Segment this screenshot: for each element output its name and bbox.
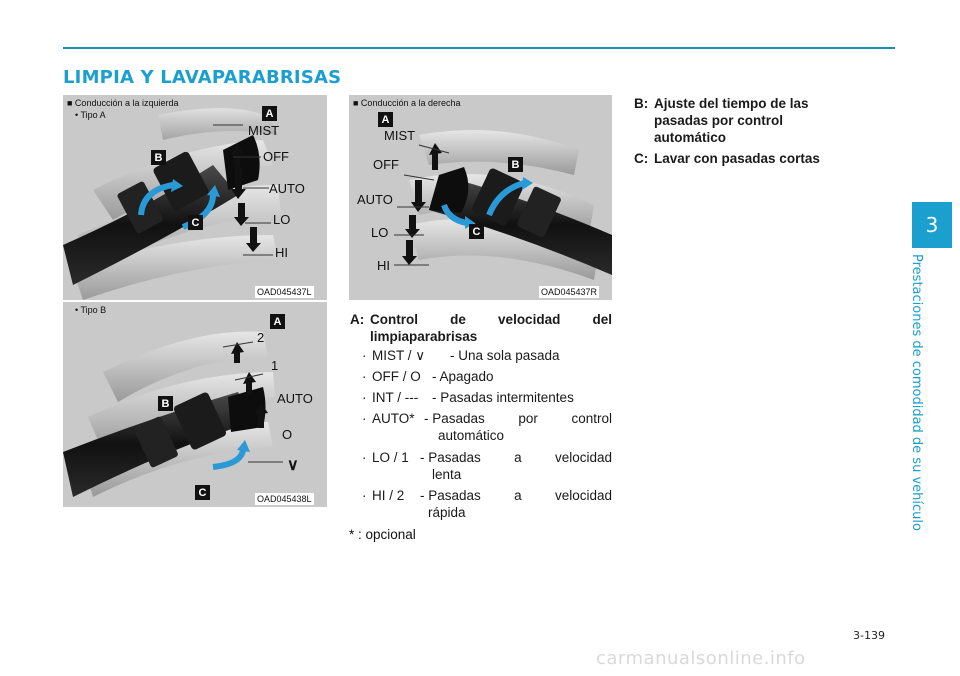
section-b-key: B: bbox=[634, 96, 649, 111]
section-b-line2: pasadas por control bbox=[654, 113, 784, 128]
word: - Pasadas bbox=[424, 411, 485, 426]
word: de bbox=[450, 312, 466, 327]
label-mist: MIST bbox=[248, 123, 280, 138]
word: velocidad bbox=[554, 450, 612, 465]
bullet: · bbox=[362, 488, 367, 503]
word: velocidad bbox=[554, 488, 612, 503]
section-a-title-line1 bbox=[370, 311, 612, 328]
page-number: 3-139 bbox=[853, 629, 885, 642]
bullet: · bbox=[362, 390, 367, 405]
label-auto: AUTO bbox=[277, 391, 313, 406]
wiper-stalk-illustration-type-a bbox=[63, 95, 327, 300]
tag-c: C bbox=[188, 215, 203, 230]
figure-code: OAD045438L bbox=[257, 494, 312, 504]
item-desc: - Una sola pasada bbox=[450, 348, 560, 363]
bullet: · bbox=[362, 348, 367, 363]
section-c-line1: Lavar con pasadas cortas bbox=[654, 151, 820, 166]
word: a bbox=[514, 450, 522, 465]
label-off: OFF bbox=[373, 157, 399, 172]
item-key: MIST / ∨ bbox=[372, 348, 426, 363]
figure-left-type-b bbox=[63, 302, 327, 507]
figure-code: OAD045437R bbox=[541, 287, 598, 297]
bullet: · bbox=[362, 411, 367, 426]
word: - Pasadas bbox=[420, 450, 481, 465]
bullet: · bbox=[362, 369, 367, 384]
tag-a: A bbox=[378, 112, 393, 127]
figure-left-type-a bbox=[63, 95, 327, 300]
chapter-tab[interactable] bbox=[912, 202, 952, 248]
word: velocidad bbox=[498, 312, 561, 327]
item-key: INT / --- bbox=[372, 390, 419, 405]
section-b-line1: Ajuste del tiempo de las bbox=[654, 96, 809, 111]
item-key: LO / 1 bbox=[372, 450, 409, 465]
word: Control bbox=[370, 312, 418, 327]
item-desc-continued: automático bbox=[438, 428, 505, 443]
figure-caption: ■ Conducción a la derecha bbox=[353, 98, 461, 108]
item-key: OFF / O bbox=[372, 369, 421, 384]
item-desc bbox=[424, 410, 612, 427]
tag-c: C bbox=[195, 485, 210, 500]
label-hi: HI bbox=[275, 245, 288, 260]
word: control bbox=[571, 411, 612, 426]
section-a-title-line2: limpiaparabrisas bbox=[370, 329, 478, 344]
section-title: LIMPIA Y LAVAPARABRISAS bbox=[63, 67, 342, 88]
tag-b: B bbox=[158, 396, 173, 411]
label-lo: LO bbox=[371, 225, 389, 240]
tag-a: A bbox=[262, 106, 277, 121]
label-o: O bbox=[282, 427, 293, 442]
item-desc bbox=[420, 449, 612, 466]
tag-b: B bbox=[508, 157, 523, 172]
word: a bbox=[514, 488, 522, 503]
chapter-number: 3 bbox=[925, 213, 939, 237]
label-auto: AUTO bbox=[357, 192, 393, 207]
item-key: HI / 2 bbox=[372, 488, 405, 503]
label-lo: LO bbox=[273, 212, 291, 227]
word: por bbox=[518, 411, 538, 426]
section-c-key: C: bbox=[634, 151, 649, 166]
label-off: OFF bbox=[263, 149, 289, 164]
tag-a: A bbox=[270, 314, 285, 329]
figure-code: OAD045437L bbox=[257, 287, 312, 297]
footnote: * : opcional bbox=[349, 527, 416, 542]
item-desc-continued: lenta bbox=[432, 467, 462, 482]
label-mist-symbol: ∨ bbox=[287, 457, 299, 474]
item-key: AUTO* bbox=[372, 411, 415, 426]
label-mist: MIST bbox=[384, 128, 416, 143]
label-2: 2 bbox=[257, 330, 265, 345]
label-hi: HI bbox=[377, 258, 390, 273]
figure-caption: ■ Conducción a la izquierda bbox=[67, 98, 179, 108]
item-desc bbox=[420, 487, 612, 504]
section-a-key: A: bbox=[350, 312, 365, 327]
figure-caption: • Tipo B bbox=[75, 305, 107, 315]
item-desc: - Apagado bbox=[432, 369, 494, 384]
bullet: · bbox=[362, 450, 367, 465]
figure-right-drive bbox=[349, 95, 612, 300]
header-rule bbox=[63, 47, 895, 49]
label-auto: AUTO bbox=[269, 181, 305, 196]
tag-b: B bbox=[151, 150, 166, 165]
tag-c: C bbox=[469, 224, 484, 239]
watermark: carmanualsonline.info bbox=[596, 648, 806, 669]
section-b-line3: automático bbox=[654, 130, 727, 145]
label-1: 1 bbox=[271, 358, 279, 373]
figure-subcaption: • Tipo A bbox=[75, 110, 106, 120]
word: del bbox=[592, 312, 612, 327]
item-desc-continued: rápida bbox=[428, 505, 466, 520]
word: - Pasadas bbox=[420, 488, 481, 503]
item-desc: - Pasadas intermitentes bbox=[432, 390, 574, 405]
chapter-title: Prestaciones de comodidad de su vehículo bbox=[909, 254, 924, 531]
